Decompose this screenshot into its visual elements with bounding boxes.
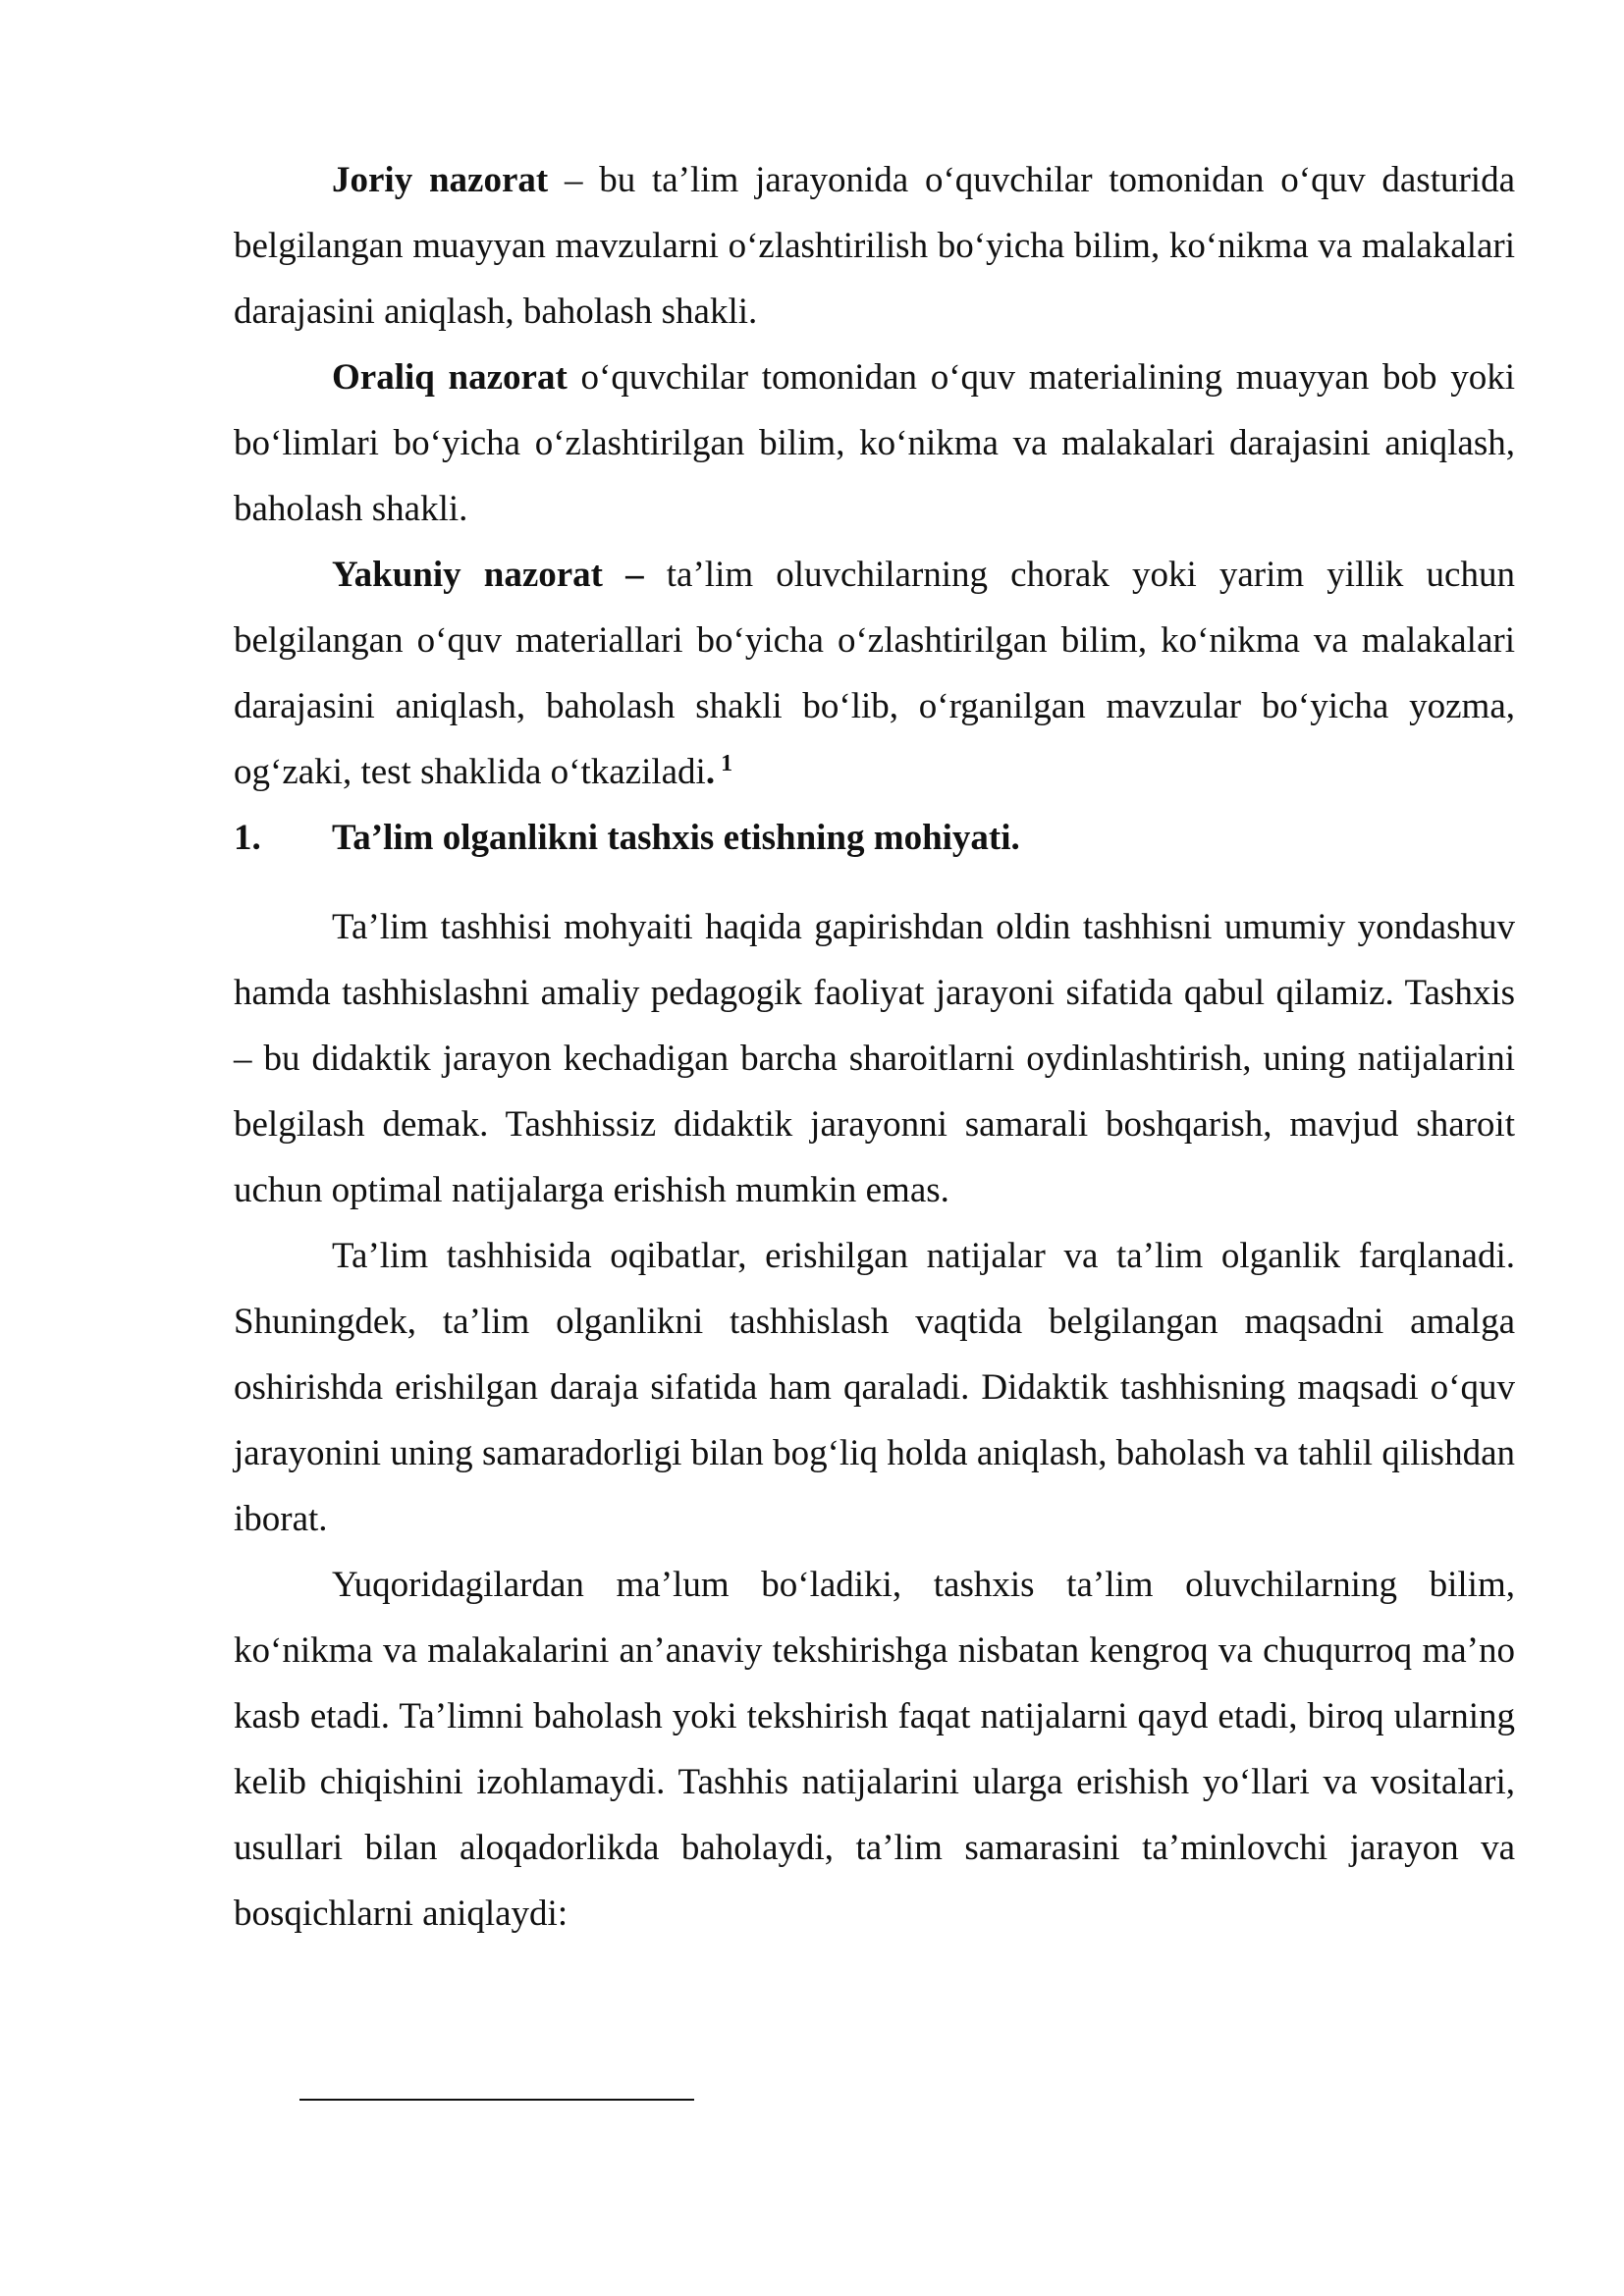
definition-yakuniy-nazorat: ta’lim oluvchilarning chorak yoki yarim yillik uchun belgilangan o‘quv materiallari bo‘yicha o‘zlashtirilgan bilim, ko‘nikma va malakalari darajasini aniqlash, baholash shakli bo‘lib, o‘rganilgan mavzular bo‘yicha yozma, og‘zaki, test shaklida o‘tkaziladi: [234, 555, 1515, 792]
term-yakuniy-nazorat: Yakuniy nazorat –: [332, 555, 644, 595]
definition-oraliq-nazorat: o‘quvchilar tomonidan o‘quv materialining muayyan bob yoki bo‘limlari bo‘yicha o‘zlashtirilgan bilim, ko‘nikma va malakalari darajasini aniqlash, baholash shakli.: [234, 357, 1515, 529]
section-heading: [234, 805, 1515, 871]
sentence-end: .: [705, 752, 716, 792]
spacer: [234, 871, 1515, 894]
paragraph-yakuniy-nazorat: [234, 542, 1515, 805]
term-joriy-nazorat: Joriy nazorat: [332, 160, 549, 200]
paragraph-joriy-nazorat: [234, 147, 1515, 345]
body-paragraph-3: Yuqoridagilardan ma’lum bo‘ladiki, tashxis ta’lim oluvchilarning bilim, ko‘nikma va malakalarini an’anaviy tekshirishga nisbatan kengroq va chuqurroq ma’no kasb etadi. Ta’limni baholash yoki tekshirish faqat natijalarni qayd etadi, biroq ularning kelib chiqishini izohlamaydi. Tashhis natijalarini ularga erishish yo‘llari va vositalari, usullari bilan aloqadorlikda baholaydi, ta’lim samarasini ta’minlovchi jarayon va bosqichlarni aniqlaydi:: [234, 1565, 1515, 1934]
definition-joriy-nazorat: – bu ta’lim jarayonida o‘quvchilar tomonidan o‘quv dasturida belgilangan muayyan mavzularni o‘zlashtirilish bo‘yicha bilim, ko‘nikma va malakalari darajasini aniqlash, baholash shakli.: [234, 160, 1515, 332]
footnote-marker: 1: [721, 750, 733, 776]
section-title: Ta’lim olganlikni tashxis etishning mohiyati.: [332, 818, 1020, 858]
body-paragraph-1: Ta’lim tashhisi mohyaiti haqida gapirishdan oldin tashhisni umumiy yondashuv hamda tashhislashni amaliy pedagogik faoliyat jarayoni sifatida qabul qilamiz. Tashxis – bu didaktik jarayon kechadigan barcha sharoitlarni oydinlashtirish, uning natijalarini belgilash demak. Tashhissiz didaktik jarayonni samarali boshqarish, mavjud sharoit uchun optimal natijalarga erishish mumkin emas.: [234, 907, 1515, 1210]
footnote-separator: [299, 2099, 694, 2101]
paragraph-oraliq-nazorat: [234, 345, 1515, 542]
document-page: [234, 147, 1515, 1947]
term-oraliq-nazorat: Oraliq nazorat: [332, 357, 568, 398]
section-number: 1.: [234, 818, 261, 858]
body-paragraph-2: Ta’lim tashhisida oqibatlar, erishilgan natijalar va ta’lim olganlik farqlanadi. Shuningdek, ta’lim olganlikni tashhislash vaqtida belgilangan maqsadni amalga oshirishda erishilgan daraja sifatida ham qaraladi. Didaktik tashhisning maqsadi o‘quv jarayonini uning samaradorligi bilan bog‘liq holda aniqlash, baholash va tahlil qilishdan iborat.: [234, 1236, 1515, 1539]
